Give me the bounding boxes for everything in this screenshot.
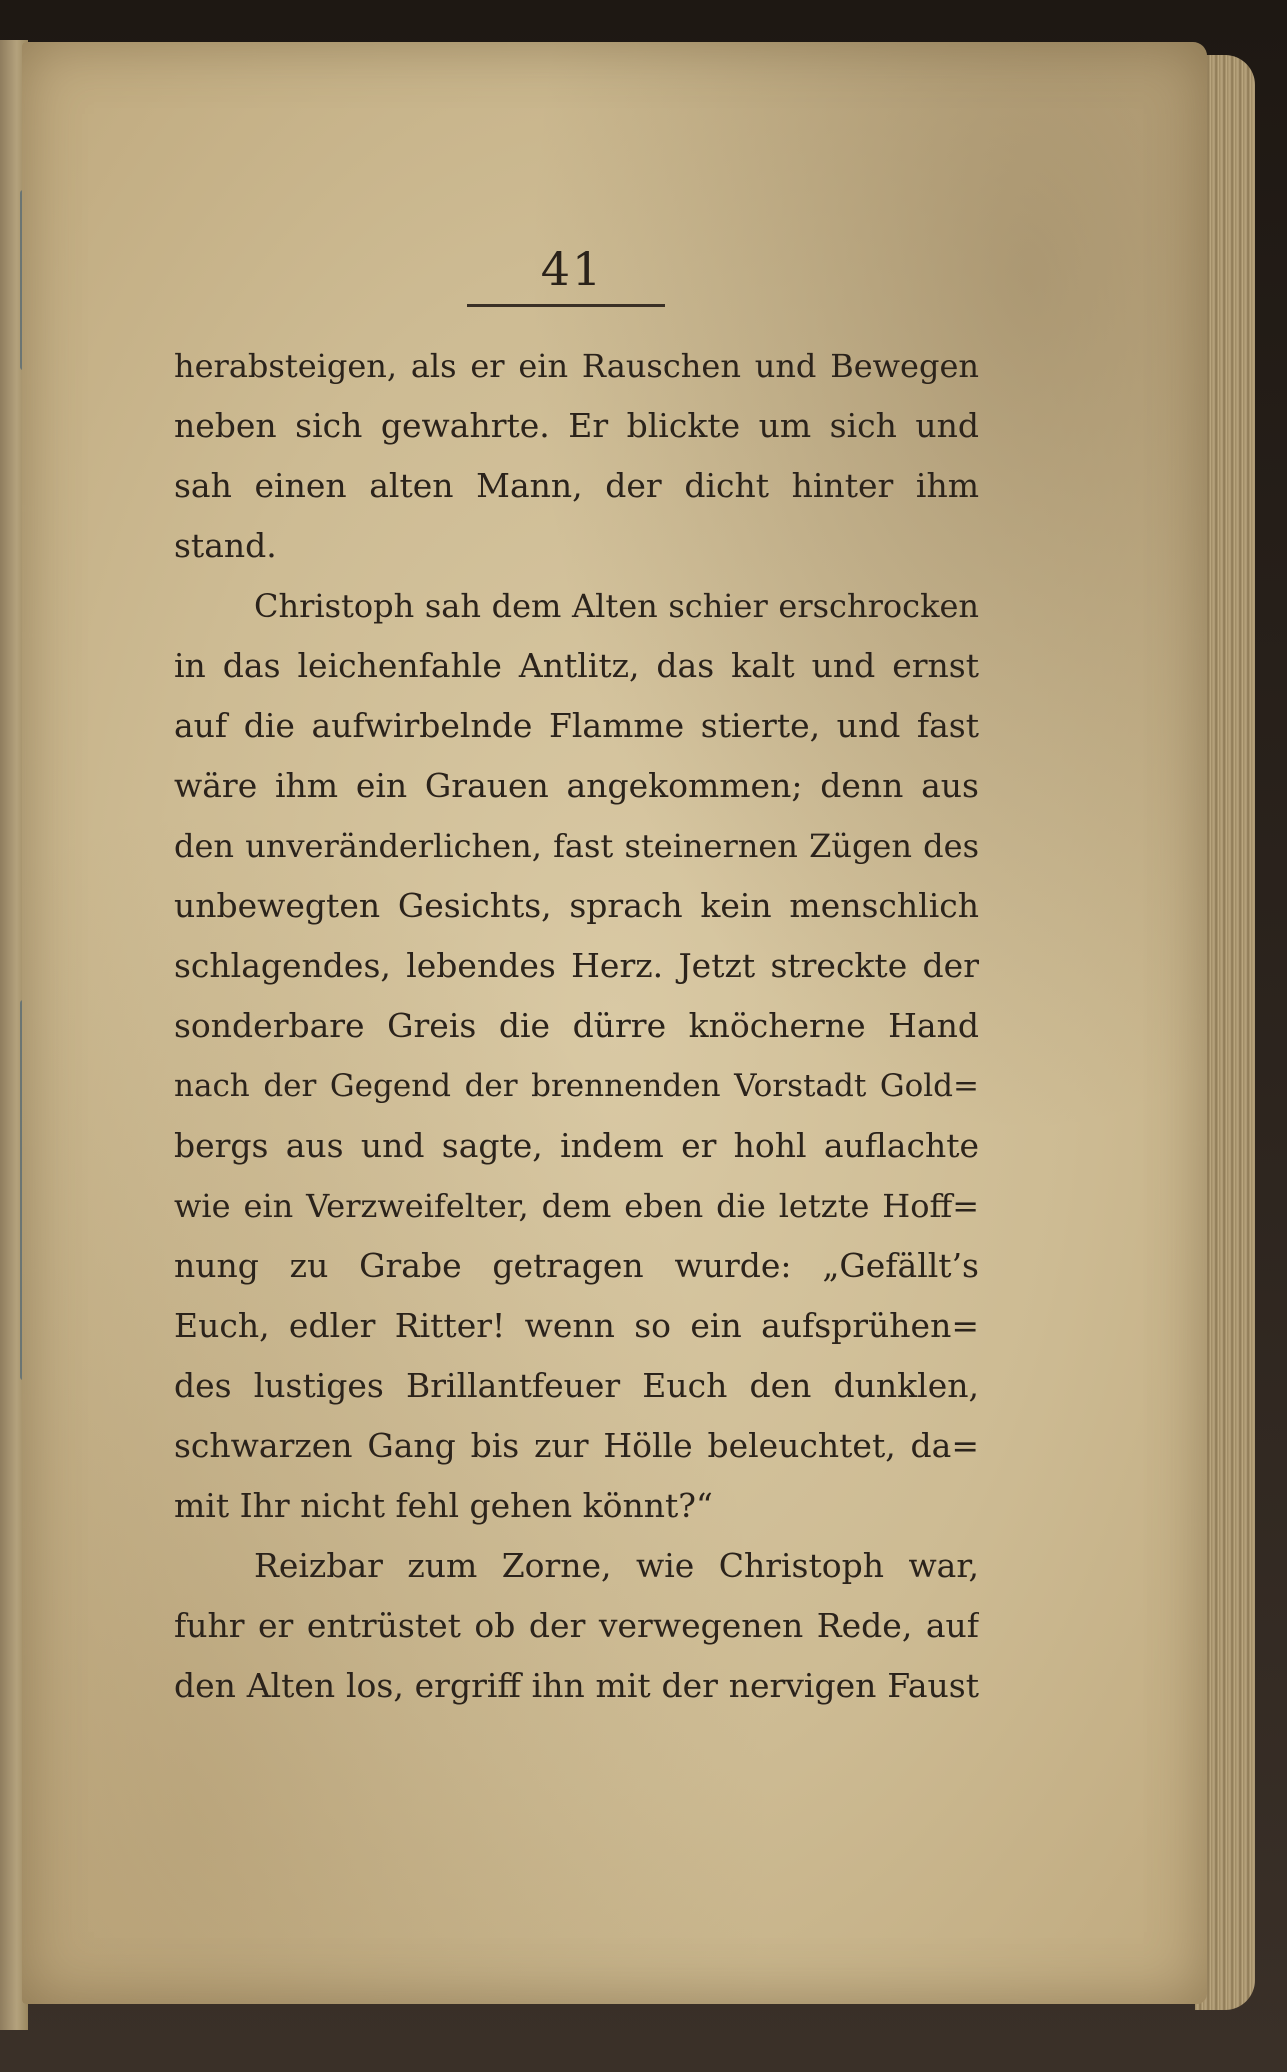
text-line: nach der Gegend der brennenden Vorstadt Gold=: [174, 1068, 979, 1104]
text-line: den Alten los, ergriff ihn mit der nervigen Faust: [174, 1666, 979, 1705]
text-line: herabsteigen, als er ein Rauschen und Bewegen: [174, 347, 979, 385]
header-rule: [467, 304, 665, 307]
text-line: Christoph sah dem Alten schier erschrocken: [254, 587, 979, 625]
text-line: wäre ihm ein Grauen angekommen; denn aus: [174, 766, 979, 805]
body-text: [174, 336, 979, 1716]
text-line: mit Ihr nicht fehl gehen könnt?“: [174, 1486, 713, 1525]
text-line: wie ein Verzweifelter, dem eben die letzte Hoff=: [174, 1187, 979, 1225]
text-line: schwarzen Gang bis zur Hölle beleuchtet, da=: [174, 1426, 979, 1465]
text-line: Reizbar zum Zorne, wie Christoph war,: [254, 1546, 979, 1585]
text-line: sah einen alten Mann, der dicht hinter ihm: [174, 466, 979, 505]
text-line: sonderbare Greis die dürre knöcherne Hand: [174, 1006, 979, 1045]
book-page: [22, 42, 1207, 2004]
text-line: bergs aus und sagte, indem er hohl auflachte: [174, 1126, 979, 1165]
page-number: 41: [540, 242, 604, 296]
text-line: unbewegten Gesichts, sprach kein menschlich: [174, 886, 979, 925]
text-line: schlagendes, lebendes Herz. Jetzt streckte der: [174, 946, 979, 985]
text-line: des lustiges Brillantfeuer Euch den dunklen,: [174, 1366, 979, 1405]
text-line: fuhr er entrüstet ob der verwegenen Rede, auf: [174, 1606, 979, 1645]
text-line: stand.: [174, 526, 277, 565]
text-line: nung zu Grabe getragen wurde: „Gefällt’s: [174, 1246, 979, 1285]
text-line: auf die aufwirbelnde Flamme stierte, und fast: [174, 706, 979, 745]
text-line: neben sich gewahrte. Er blickte um sich und: [174, 406, 979, 445]
text-line: in das leichenfahle Antlitz, das kalt und ernst: [174, 646, 979, 685]
text-line: den unveränderlichen, fast steinernen Zügen des: [174, 827, 979, 865]
text-line: Euch, edler Ritter! wenn so ein aufsprühen=: [174, 1306, 979, 1345]
